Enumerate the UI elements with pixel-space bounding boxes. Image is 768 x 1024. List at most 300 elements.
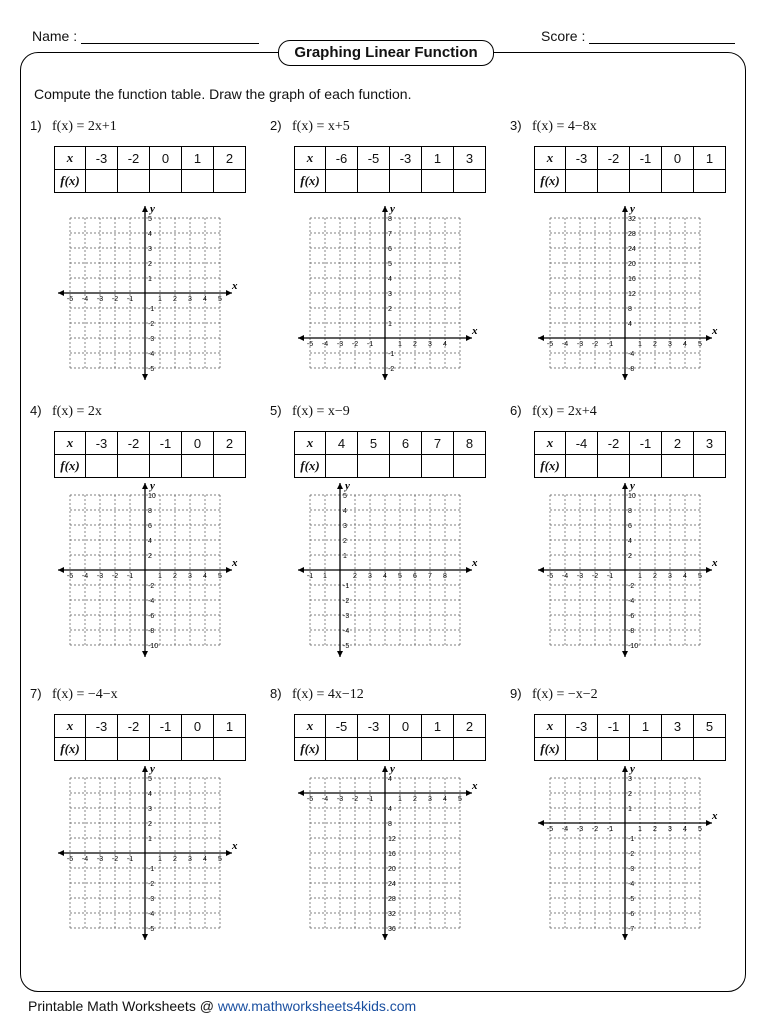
name-field[interactable] — [32, 28, 259, 44]
table-x-value: -4 — [566, 432, 598, 455]
y-axis-letter: y — [390, 763, 395, 775]
table-x-value: 0 — [150, 147, 182, 170]
axis-arrow — [337, 483, 343, 489]
table-fx-header: f(x) — [535, 455, 566, 478]
y-tick-label: -1 — [343, 583, 350, 590]
axis-arrow — [622, 766, 628, 772]
y-axis-letter: y — [630, 480, 635, 492]
footer — [28, 998, 416, 1014]
function-expression: f(x) = 2x+1 — [52, 119, 117, 134]
table-x-value: -1 — [630, 147, 662, 170]
table-x-value: -3 — [566, 715, 598, 738]
score-label: Score : — [541, 28, 586, 44]
y-tick-label: -3 — [343, 613, 350, 620]
table-x-value: 4 — [326, 432, 358, 455]
x-tick-label: -3 — [336, 796, 344, 803]
problem-number: 4) — [30, 403, 42, 418]
x-tick-label: -1 — [606, 341, 614, 348]
x-tick-label: 1 — [398, 796, 402, 803]
y-tick-label: 4 — [148, 538, 152, 545]
y-tick-label: -6 — [628, 911, 635, 918]
y-tick-label: -2 — [343, 598, 350, 605]
function-table — [294, 146, 486, 193]
table-x-header: x — [535, 715, 566, 738]
table-answer-cell[interactable] — [390, 170, 422, 193]
x-tick-label: -2 — [591, 573, 599, 580]
name-line[interactable] — [81, 29, 259, 44]
axis-arrow — [298, 790, 304, 796]
x-tick-label: -2 — [591, 826, 599, 833]
axis-arrow — [622, 651, 628, 657]
x-tick-label: 1 — [323, 573, 327, 580]
table-fx-header: f(x) — [55, 170, 86, 193]
table-x-value: -6 — [326, 147, 358, 170]
y-tick-label: 32 — [628, 216, 636, 223]
y-tick-label: 2 — [148, 261, 152, 268]
y-tick-label: -7 — [628, 926, 635, 933]
problem-label — [30, 686, 118, 703]
score-line[interactable] — [589, 29, 735, 44]
x-tick-label: -2 — [351, 341, 359, 348]
y-tick-label: 3 — [628, 776, 632, 783]
table-answer-cell[interactable] — [454, 170, 486, 193]
table-x-header: x — [55, 147, 86, 170]
y-tick-label: 1 — [343, 553, 347, 560]
table-x-value: -1 — [150, 432, 182, 455]
axis-arrow — [142, 374, 148, 380]
table-x-value: 0 — [182, 715, 214, 738]
x-tick-label: -1 — [366, 341, 374, 348]
x-axis-letter: x — [712, 810, 718, 822]
y-tick-label: 24 — [388, 881, 396, 888]
x-tick-label: -1 — [126, 573, 134, 580]
coordinate-grid[interactable] — [30, 475, 238, 665]
axis-arrow — [58, 290, 64, 296]
table-answer-cell[interactable] — [358, 170, 390, 193]
table-x-value: -3 — [86, 147, 118, 170]
y-tick-label: -1 — [148, 306, 155, 313]
coordinate-grid[interactable] — [510, 758, 718, 948]
table-answer-cell[interactable] — [598, 170, 630, 193]
x-tick-label: -1 — [126, 856, 134, 863]
y-tick-label: 7 — [388, 231, 392, 238]
table-fx-header: f(x) — [535, 170, 566, 193]
x-axis-letter: x — [712, 325, 718, 337]
y-tick-label: 10 — [628, 493, 636, 500]
y-tick-label: 28 — [628, 231, 636, 238]
y-tick-label: 4 — [628, 538, 632, 545]
y-tick-label: -8 — [628, 366, 635, 373]
table-fx-header: f(x) — [295, 455, 326, 478]
table-x-value: 3 — [662, 715, 694, 738]
y-axis-letter: y — [345, 480, 350, 492]
table-answer-cell[interactable] — [566, 170, 598, 193]
table-x-value: 6 — [390, 432, 422, 455]
x-tick-label: 5 — [398, 573, 402, 580]
y-tick-label: 8 — [388, 821, 392, 828]
x-tick-label: 4 — [683, 341, 687, 348]
y-tick-label: -3 — [148, 896, 155, 903]
table-x-value: 2 — [662, 432, 694, 455]
y-tick-label: 2 — [148, 821, 152, 828]
y-tick-label: 3 — [148, 806, 152, 813]
table-answer-cell[interactable] — [630, 170, 662, 193]
x-tick-label: 7 — [428, 573, 432, 580]
table-answer-cell[interactable] — [150, 170, 182, 193]
table-x-header: x — [55, 432, 86, 455]
x-tick-label: -4 — [81, 573, 89, 580]
axis-arrow — [382, 374, 388, 380]
table-x-value: 1 — [630, 715, 662, 738]
table-x-value: 1 — [182, 147, 214, 170]
y-tick-label: -6 — [148, 613, 155, 620]
function-table — [534, 431, 726, 478]
axis-arrow — [142, 934, 148, 940]
y-tick-label: 5 — [148, 776, 152, 783]
y-tick-label: -5 — [343, 643, 350, 650]
y-tick-label: -1 — [148, 866, 155, 873]
y-tick-label: 24 — [628, 246, 636, 253]
y-tick-label: 3 — [148, 246, 152, 253]
x-tick-label: -4 — [561, 341, 569, 348]
coordinate-grid[interactable] — [270, 198, 478, 388]
axis-arrow — [622, 934, 628, 940]
table-x-value: 2 — [214, 432, 246, 455]
table-answer-cell[interactable] — [182, 170, 214, 193]
table-x-value: 1 — [422, 715, 454, 738]
y-axis-letter: y — [390, 203, 395, 215]
table-fx-header: f(x) — [535, 738, 566, 761]
y-tick-label: -2 — [148, 583, 155, 590]
x-axis-letter: x — [472, 557, 478, 569]
y-tick-label: -2 — [148, 321, 155, 328]
x-tick-label: 3 — [188, 296, 192, 303]
y-tick-label: -4 — [343, 628, 350, 635]
x-tick-label: 3 — [368, 573, 372, 580]
axis-arrow — [622, 483, 628, 489]
table-x-value: -1 — [630, 432, 662, 455]
x-axis-letter: x — [712, 557, 718, 569]
table-x-value: -5 — [358, 147, 390, 170]
table-answer-cell[interactable] — [86, 170, 118, 193]
function-expression: f(x) = x−9 — [292, 404, 350, 419]
coordinate-grid[interactable] — [30, 198, 238, 388]
y-tick-label: -8 — [148, 628, 155, 635]
table-answer-cell[interactable] — [694, 170, 726, 193]
x-tick-label: -5 — [546, 573, 554, 580]
y-tick-label: 1 — [148, 276, 152, 283]
function-table — [534, 714, 726, 761]
problem-number: 7) — [30, 686, 42, 701]
table-fx-header: f(x) — [55, 455, 86, 478]
y-tick-label: -5 — [148, 366, 155, 373]
table-x-value: 8 — [454, 432, 486, 455]
table-x-value: 0 — [390, 715, 422, 738]
axis-arrow — [622, 206, 628, 212]
function-table — [294, 431, 486, 478]
axis-arrow — [58, 567, 64, 573]
table-answer-cell[interactable] — [326, 170, 358, 193]
y-tick-label: -4 — [148, 911, 155, 918]
problem-label — [30, 403, 102, 420]
table-x-header: x — [295, 432, 326, 455]
x-tick-label: -3 — [96, 296, 104, 303]
x-tick-label: -5 — [546, 341, 554, 348]
x-tick-label: 4 — [203, 296, 207, 303]
axis-arrow — [538, 335, 544, 341]
table-x-header: x — [535, 432, 566, 455]
instructions: Compute the function table. Draw the graph of each function. — [34, 86, 412, 102]
y-tick-label: 10 — [148, 493, 156, 500]
x-tick-label: 4 — [203, 856, 207, 863]
axis-arrow — [382, 766, 388, 772]
y-tick-label: 3 — [388, 291, 392, 298]
x-tick-label: -3 — [336, 341, 344, 348]
x-tick-label: -5 — [306, 341, 314, 348]
x-tick-label: -3 — [96, 573, 104, 580]
axis-arrow — [382, 934, 388, 940]
x-tick-label: -1 — [606, 573, 614, 580]
x-tick-label: 4 — [683, 826, 687, 833]
problem-number: 8) — [270, 686, 282, 701]
x-tick-label: -4 — [561, 826, 569, 833]
x-tick-label: 1 — [638, 341, 642, 348]
y-tick-label: -4 — [148, 351, 155, 358]
x-tick-label: 3 — [428, 341, 432, 348]
x-tick-label: -4 — [81, 856, 89, 863]
function-expression: f(x) = 4−8x — [532, 119, 597, 134]
problem-number: 2) — [270, 118, 282, 133]
y-tick-label: 5 — [388, 261, 392, 268]
y-axis-letter: y — [150, 763, 155, 775]
y-tick-label: 3 — [343, 523, 347, 530]
x-tick-label: -3 — [96, 856, 104, 863]
y-tick-label: -5 — [628, 896, 635, 903]
x-tick-label: 5 — [698, 826, 702, 833]
axis-arrow — [538, 820, 544, 826]
y-tick-label: 4 — [343, 508, 347, 515]
table-x-value: 0 — [182, 432, 214, 455]
table-x-value: -1 — [150, 715, 182, 738]
problem-label — [510, 118, 597, 135]
x-tick-label: -2 — [591, 341, 599, 348]
x-tick-label: 1 — [158, 296, 162, 303]
y-tick-label: 5 — [148, 216, 152, 223]
x-axis-letter: x — [232, 840, 238, 852]
function-table — [54, 146, 246, 193]
y-tick-label: 2 — [388, 306, 392, 313]
x-tick-label: -4 — [321, 341, 329, 348]
x-tick-label: 5 — [218, 573, 222, 580]
function-expression: f(x) = 2x+4 — [532, 404, 597, 419]
y-tick-label: 4 — [388, 806, 392, 813]
coordinate-grid[interactable] — [510, 475, 718, 665]
y-tick-label: 2 — [343, 538, 347, 545]
x-tick-label: 3 — [188, 856, 192, 863]
x-tick-label: -1 — [366, 796, 374, 803]
x-tick-label: 6 — [413, 573, 417, 580]
table-x-value: -2 — [598, 147, 630, 170]
problem-label — [510, 403, 597, 420]
x-tick-label: 1 — [638, 573, 642, 580]
y-tick-label: 20 — [628, 261, 636, 268]
table-x-value: -3 — [86, 715, 118, 738]
footer-link[interactable]: www.mathworksheets4kids.com — [217, 998, 417, 1014]
axis-arrow — [142, 651, 148, 657]
problem-number: 3) — [510, 118, 522, 133]
y-tick-label: -6 — [628, 613, 635, 620]
y-tick-label: -1 — [628, 836, 635, 843]
table-answer-cell[interactable] — [662, 170, 694, 193]
y-tick-label: 4 — [388, 776, 392, 783]
x-tick-label: -5 — [66, 573, 74, 580]
y-tick-label: 36 — [388, 926, 396, 933]
function-table — [54, 714, 246, 761]
x-tick-label: -5 — [306, 796, 314, 803]
table-x-value: 2 — [454, 715, 486, 738]
table-x-header: x — [55, 715, 86, 738]
y-tick-label: 8 — [628, 306, 632, 313]
function-expression: f(x) = x+5 — [292, 119, 350, 134]
y-tick-label: -2 — [628, 851, 635, 858]
axis-arrow — [382, 206, 388, 212]
x-tick-label: 1 — [158, 573, 162, 580]
worksheet-title: Graphing Linear Function — [278, 40, 494, 66]
table-x-value: -3 — [358, 715, 390, 738]
coordinate-grid[interactable] — [270, 758, 478, 948]
x-tick-label: 2 — [653, 341, 657, 348]
table-x-value: -5 — [326, 715, 358, 738]
x-tick-label: -1 — [606, 826, 614, 833]
y-tick-label: -2 — [628, 583, 635, 590]
axis-arrow — [142, 206, 148, 212]
x-tick-label: 2 — [413, 341, 417, 348]
y-tick-label: 12 — [628, 291, 636, 298]
y-tick-label: -4 — [628, 598, 635, 605]
coordinate-grid[interactable] — [270, 475, 478, 665]
table-x-header: x — [295, 715, 326, 738]
y-tick-label: -10 — [628, 643, 639, 650]
x-tick-label: 8 — [443, 573, 447, 580]
x-tick-label: 2 — [173, 856, 177, 863]
y-tick-label: 6 — [148, 523, 152, 530]
problem-label — [270, 686, 364, 703]
x-tick-label: 3 — [668, 341, 672, 348]
x-tick-label: 1 — [398, 341, 402, 348]
problem-number: 1) — [30, 118, 42, 133]
x-tick-label: -5 — [546, 826, 554, 833]
x-tick-label: 2 — [353, 573, 357, 580]
table-x-header: x — [535, 147, 566, 170]
x-axis-letter: x — [472, 780, 478, 792]
function-expression: f(x) = −x−2 — [532, 687, 598, 702]
problem-number: 6) — [510, 403, 522, 418]
function-expression: f(x) = −4−x — [52, 687, 118, 702]
table-x-value: 5 — [358, 432, 390, 455]
table-answer-cell[interactable] — [118, 170, 150, 193]
y-tick-label: -4 — [148, 598, 155, 605]
coordinate-grid[interactable] — [30, 758, 238, 948]
problem-number: 5) — [270, 403, 282, 418]
x-tick-label: -5 — [66, 296, 74, 303]
y-tick-label: -10 — [148, 643, 159, 650]
x-tick-label: -3 — [576, 341, 584, 348]
x-tick-label: 5 — [698, 341, 702, 348]
coordinate-grid[interactable] — [510, 198, 718, 388]
axis-arrow — [337, 651, 343, 657]
problem-label — [270, 403, 350, 420]
x-tick-label: 3 — [668, 826, 672, 833]
y-tick-label: 4 — [148, 791, 152, 798]
y-tick-label: 8 — [628, 508, 632, 515]
x-axis-letter: x — [232, 280, 238, 292]
x-tick-label: 2 — [173, 296, 177, 303]
table-x-value: 1 — [422, 147, 454, 170]
y-tick-label: 8 — [148, 508, 152, 515]
y-tick-label: 16 — [628, 276, 636, 283]
table-x-header: x — [295, 147, 326, 170]
x-tick-label: 4 — [683, 573, 687, 580]
axis-arrow — [298, 567, 304, 573]
y-tick-label: -1 — [388, 351, 395, 358]
x-tick-label: 5 — [218, 296, 222, 303]
axis-arrow — [538, 567, 544, 573]
function-table — [294, 714, 486, 761]
table-x-value: -2 — [118, 432, 150, 455]
x-tick-label: 3 — [668, 573, 672, 580]
table-answer-cell[interactable] — [214, 170, 246, 193]
x-tick-label: -3 — [576, 573, 584, 580]
x-tick-label: 5 — [218, 856, 222, 863]
table-x-value: -1 — [598, 715, 630, 738]
y-tick-label: -3 — [628, 866, 635, 873]
x-tick-label: 2 — [653, 573, 657, 580]
y-tick-label: 28 — [388, 896, 396, 903]
x-tick-label: -4 — [321, 796, 329, 803]
score-field[interactable] — [541, 28, 735, 44]
y-tick-label: 4 — [628, 321, 632, 328]
y-axis-letter: y — [630, 763, 635, 775]
y-tick-label: -4 — [628, 351, 635, 358]
y-axis-letter: y — [150, 480, 155, 492]
y-tick-label: 1 — [628, 806, 632, 813]
y-tick-label: -3 — [148, 336, 155, 343]
x-axis-letter: x — [472, 325, 478, 337]
x-tick-label: 3 — [428, 796, 432, 803]
y-tick-label: 2 — [148, 553, 152, 560]
table-fx-header: f(x) — [295, 170, 326, 193]
x-tick-label: 3 — [188, 573, 192, 580]
y-tick-label: 6 — [628, 523, 632, 530]
y-tick-label: 1 — [148, 836, 152, 843]
y-tick-label: 1 — [388, 321, 392, 328]
table-x-value: 3 — [694, 432, 726, 455]
y-tick-label: 12 — [388, 836, 396, 843]
x-tick-label: 5 — [698, 573, 702, 580]
x-tick-label: 1 — [158, 856, 162, 863]
y-tick-label: -2 — [148, 881, 155, 888]
axis-arrow — [142, 766, 148, 772]
x-tick-label: 4 — [203, 573, 207, 580]
table-answer-cell[interactable] — [422, 170, 454, 193]
y-tick-label: -4 — [628, 881, 635, 888]
x-tick-label: 4 — [443, 796, 447, 803]
footer-text: Printable Math Worksheets @ — [28, 998, 218, 1014]
y-tick-label: -5 — [148, 926, 155, 933]
table-x-value: -3 — [86, 432, 118, 455]
y-tick-label: 32 — [388, 911, 396, 918]
table-x-value: 1 — [214, 715, 246, 738]
